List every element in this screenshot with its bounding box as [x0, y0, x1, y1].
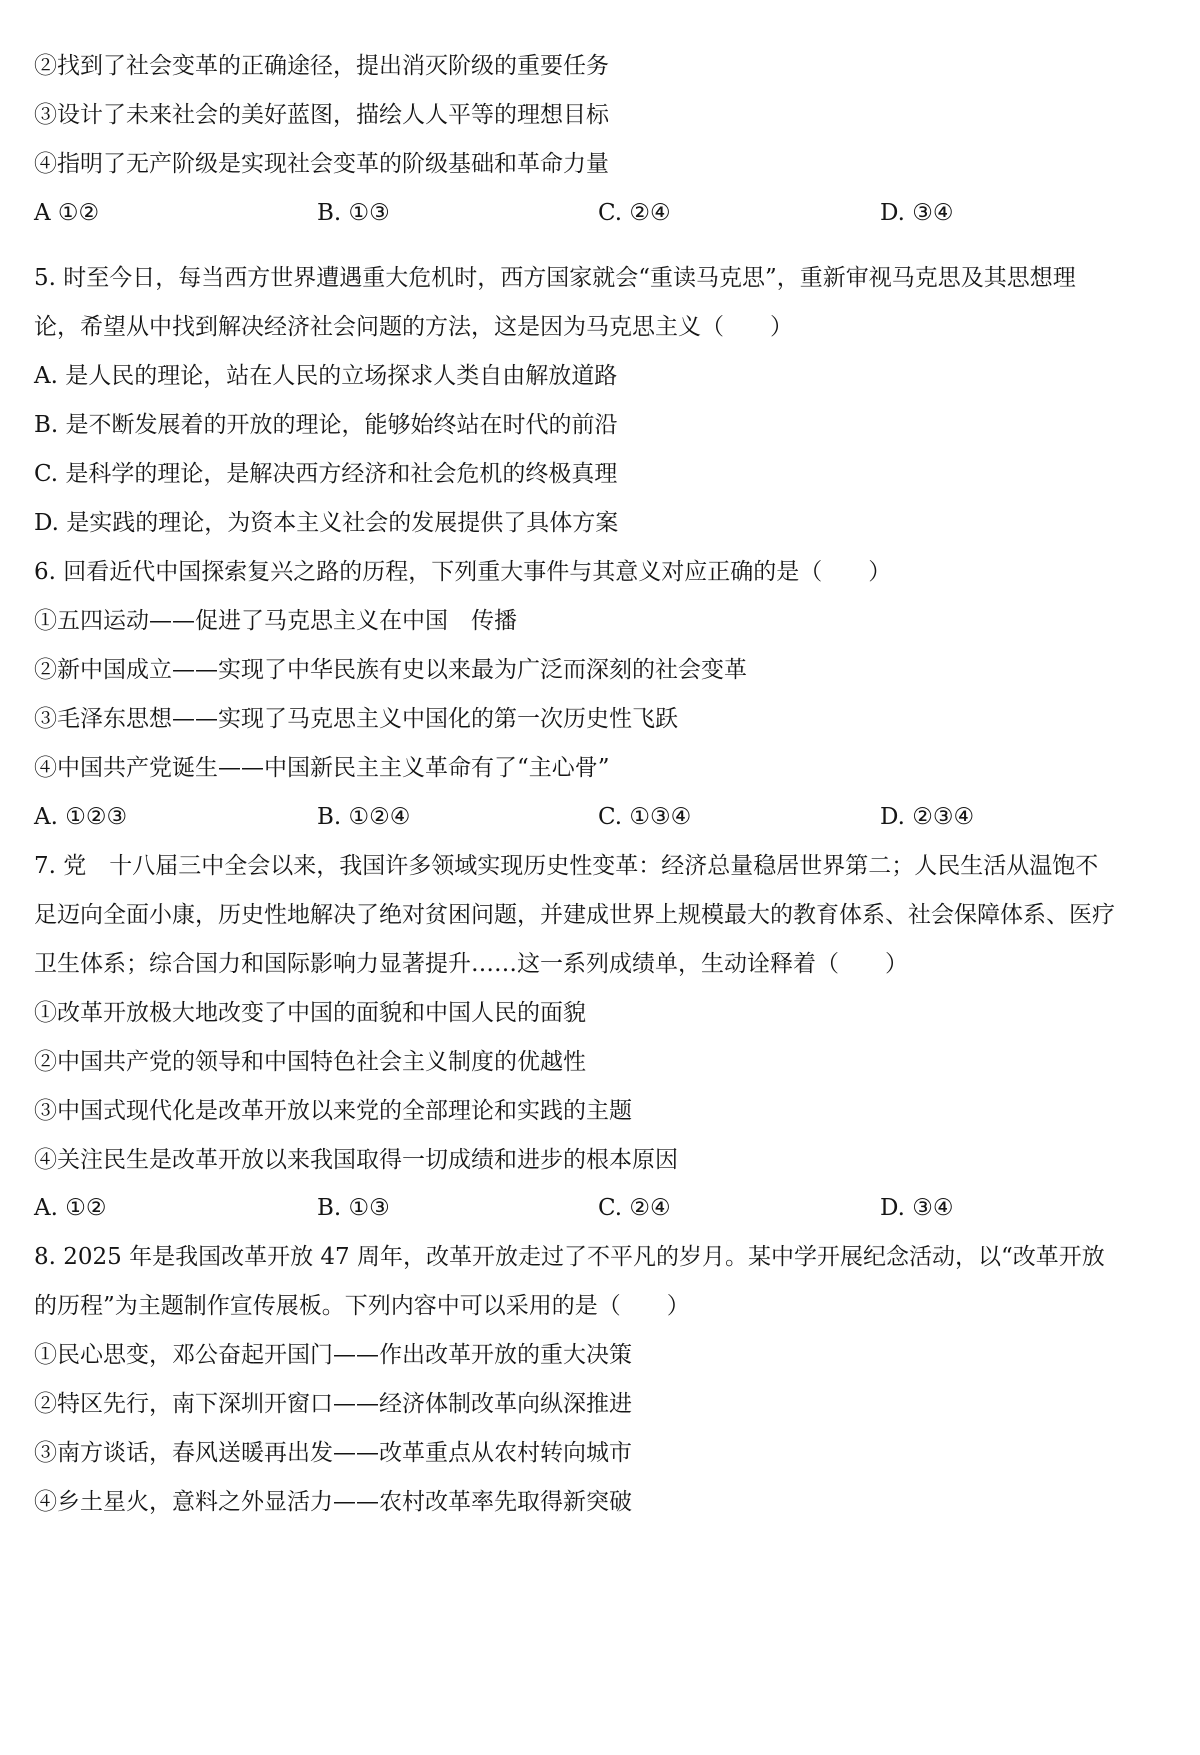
q8-item-2: ②特区先行，南下深圳开窗口——经济体制改革向纵深推进 [34, 1391, 632, 1417]
q5-stem-line1: 5. 时至今日，每当西方世界遭遇重大危机时，西方国家就会“重读马克思”，重新审视马克思及其思想理 [34, 265, 1076, 291]
q4-item-4: ④指明了无产阶级是实现社会变革的阶级基础和革命力量 [34, 151, 609, 177]
q5-option-a[interactable]: A. 是人民的理论，站在人民的立场探求人类自由解放道路 [34, 363, 618, 389]
q4-option-d[interactable]: D. ③④ [880, 200, 954, 226]
q7-stem-line1: 7. 党 十八届三中全会以来，我国许多领域实现历史性变革：经济总量稳居世界第二；人民生活从温饱不 [34, 853, 1099, 879]
q7-item-1: ①改革开放极大地改变了中国的面貌和中国人民的面貌 [34, 1000, 586, 1026]
q8-item-1: ①民心思变，邓公奋起开国门——作出改革开放的重大决策 [34, 1342, 632, 1368]
q7-stem-line2: 足迈向全面小康，历史性地解决了绝对贫困问题，并建成世界上规模最大的教育体系、社会保障体系、医疗 [34, 902, 1115, 928]
q7-item-3: ③中国式现代化是改革开放以来党的全部理论和实践的主题 [34, 1098, 632, 1124]
q6-item-3: ③毛泽东思想——实现了马克思主义中国化的第一次历史性飞跃 [34, 706, 678, 732]
q6-stem: 6. 回看近代中国探索复兴之路的历程，下列重大事件与其意义对应正确的是（ ） [34, 559, 892, 585]
q5-option-b[interactable]: B. 是不断发展着的开放的理论，能够始终站在时代的前沿 [34, 412, 618, 438]
q6-option-d[interactable]: D. ②③④ [880, 804, 975, 830]
q7-item-2: ②中国共产党的领导和中国特色社会主义制度的优越性 [34, 1049, 586, 1075]
q8-item-4: ④乡土星火，意料之外显活力——农村改革率先取得新突破 [34, 1489, 632, 1515]
q8-stem-line2: 的历程”为主题制作宣传展板。下列内容中可以采用的是（ ） [34, 1293, 690, 1319]
q7-option-c[interactable]: C. ②④ [598, 1195, 671, 1221]
q7-option-d[interactable]: D. ③④ [880, 1195, 954, 1221]
q6-item-1: ①五四运动——促进了马克思主义在中国 传播 [34, 608, 517, 634]
q7-option-a[interactable]: A. ①② [34, 1195, 107, 1221]
q4-option-b[interactable]: B. ①③ [317, 200, 390, 226]
q7-item-4: ④关注民生是改革开放以来我国取得一切成绩和进步的根本原因 [34, 1147, 678, 1173]
q8-stem-line1: 8. 2025 年是我国改革开放 47 周年，改革开放走过了不平凡的岁月。某中学开展纪念活动，以“改革开放 [34, 1244, 1105, 1270]
q8-item-3: ③南方谈话，春风送暖再出发——改革重点从农村转向城市 [34, 1440, 632, 1466]
q6-option-c[interactable]: C. ①③④ [598, 804, 692, 830]
q6-option-b[interactable]: B. ①②④ [317, 804, 411, 830]
q6-item-4: ④中国共产党诞生——中国新民主主义革命有了“主心骨” [34, 755, 610, 781]
q5-option-c[interactable]: C. 是科学的理论，是解决西方经济和社会危机的终极真理 [34, 461, 618, 487]
q6-item-2: ②新中国成立——实现了中华民族有史以来最为广泛而深刻的社会变革 [34, 657, 747, 683]
q4-option-c[interactable]: C. ②④ [598, 200, 671, 226]
q5-stem-line2: 论，希望从中找到解决经济社会问题的方法，这是因为马克思主义（ ） [34, 314, 793, 340]
q7-option-b[interactable]: B. ①③ [317, 1195, 390, 1221]
q4-item-3: ③设计了未来社会的美好蓝图，描绘人人平等的理想目标 [34, 102, 609, 128]
q4-option-a[interactable]: A ①② [34, 200, 100, 226]
q7-stem-line3: 卫生体系；综合国力和国际影响力显著提升……这一系列成绩单，生动诠释着（ ） [34, 951, 908, 977]
q5-option-d[interactable]: D. 是实践的理论，为资本主义社会的发展提供了具体方案 [34, 510, 619, 536]
q4-item-2: ②找到了社会变革的正确途径，提出消灭阶级的重要任务 [34, 53, 609, 79]
q6-option-a[interactable]: A. ①②③ [34, 804, 128, 830]
